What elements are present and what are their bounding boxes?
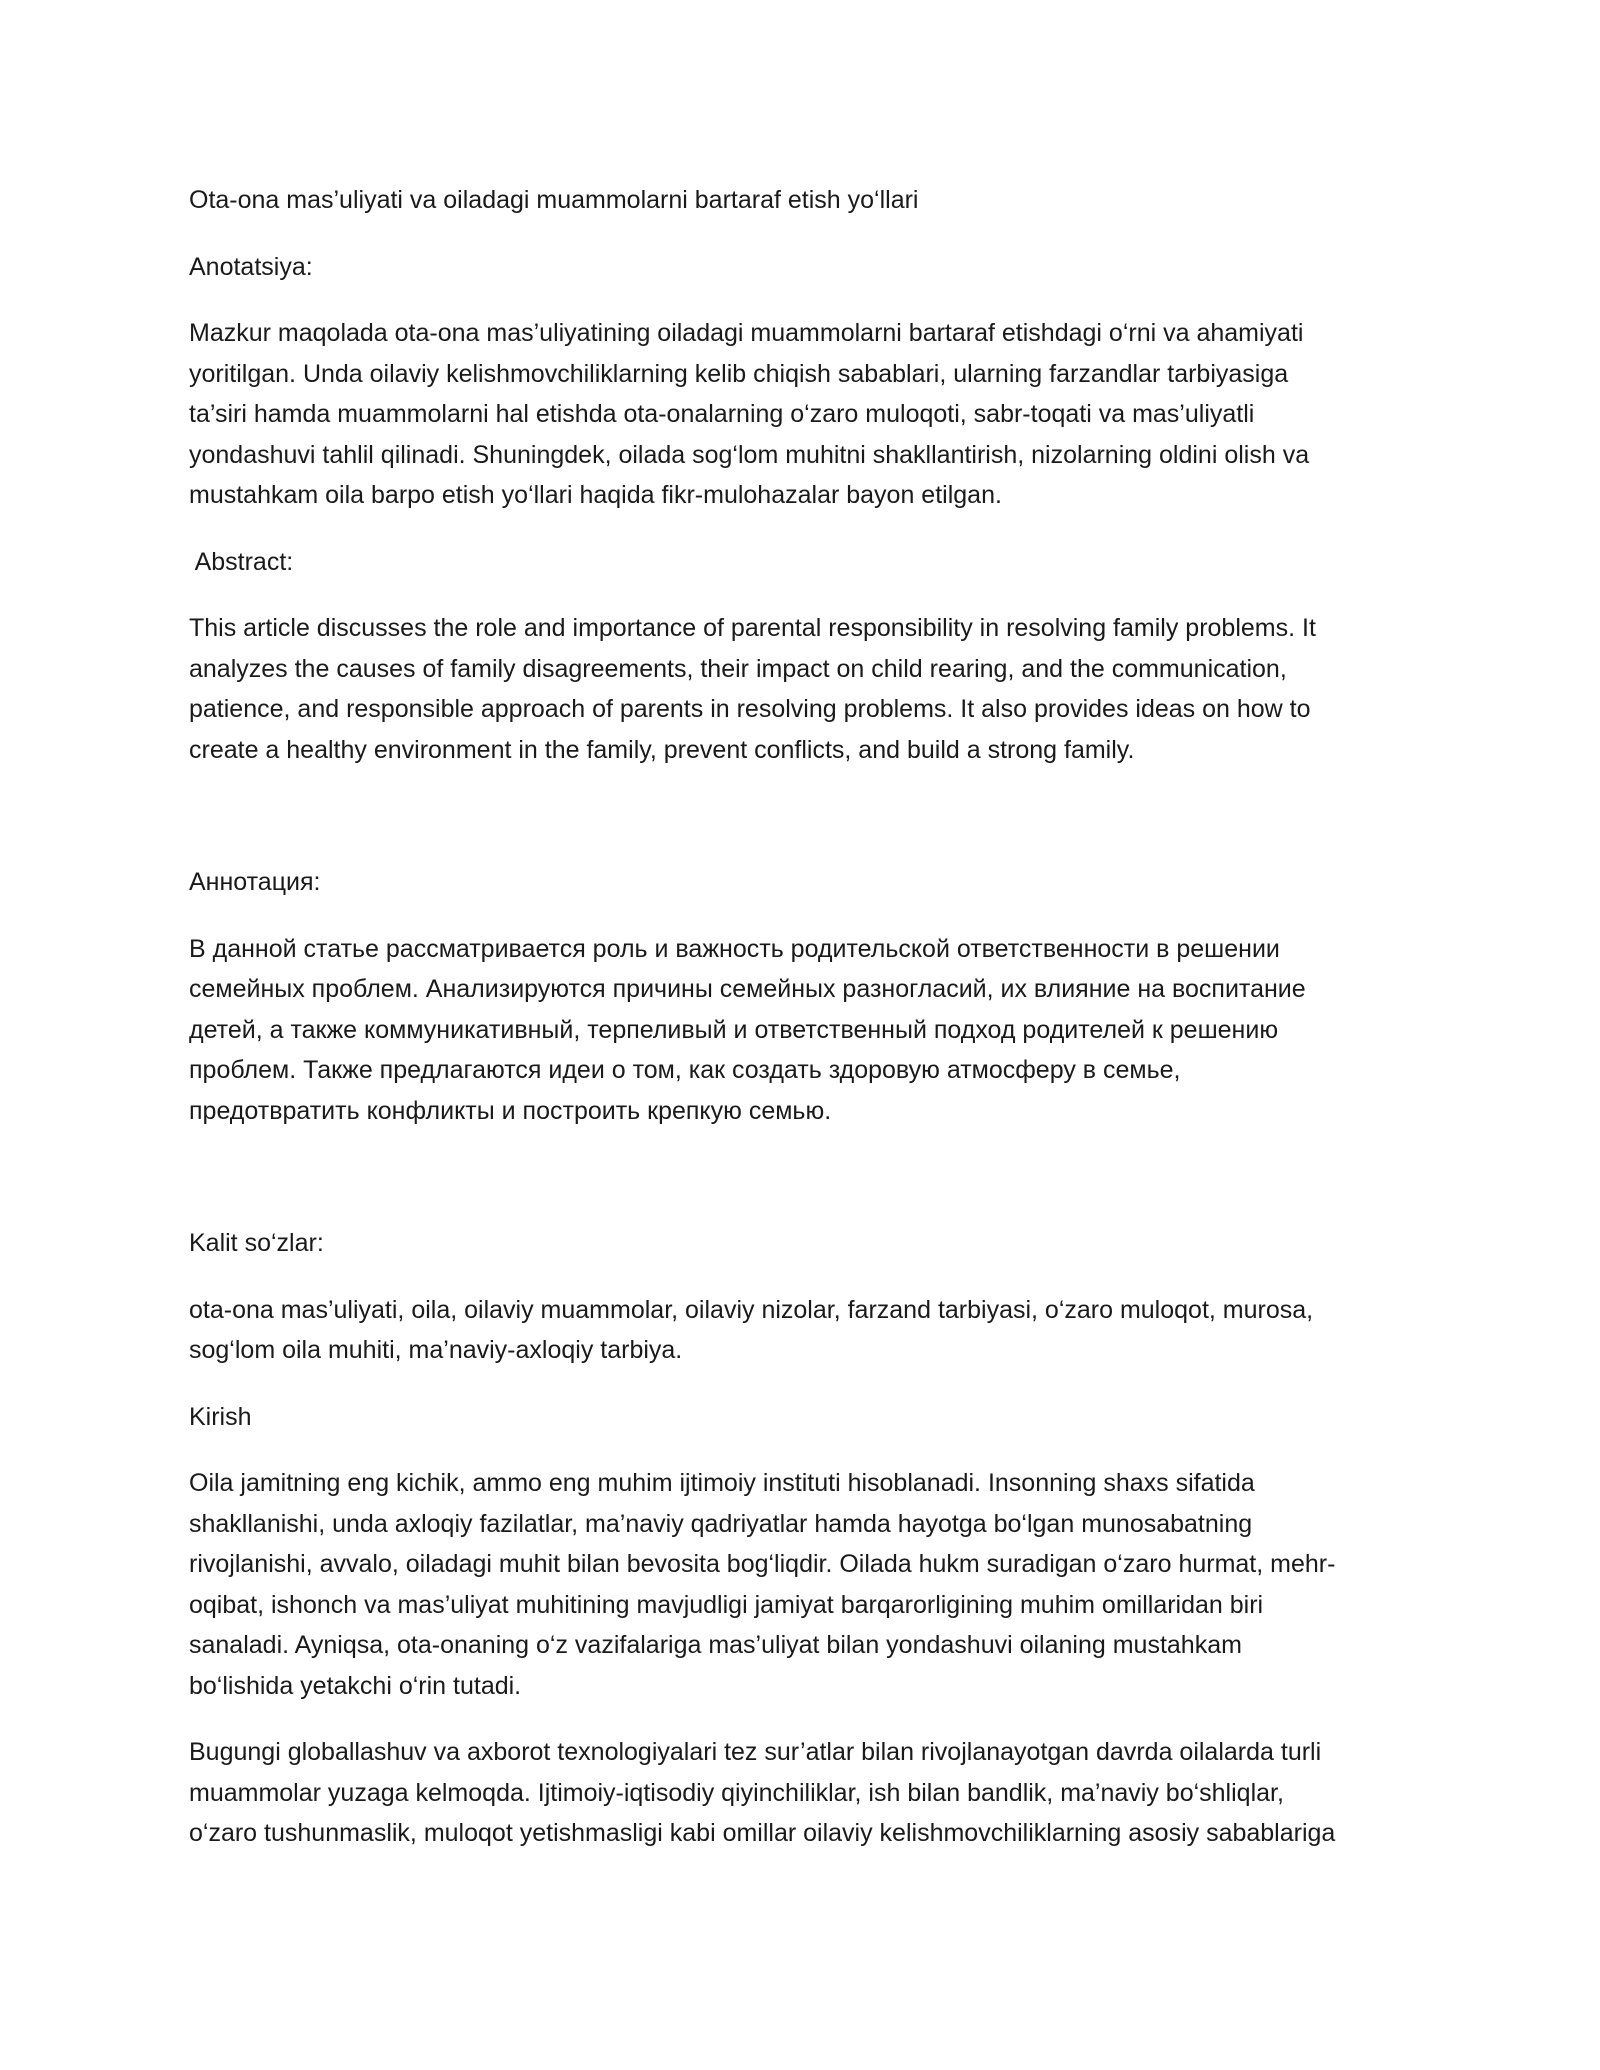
spacer (189, 770, 1429, 836)
paragraph-line: muammolar yuzaga kelmoqda. Ijtimoiy-iqtisodiy qiyinchiliklar, ish bilan bandlik, ma’naviy bo‘shliqlar, (189, 1778, 1284, 1807)
paragraph-line: В данной статье рассматривается роль и важность родительской ответственности в решении (189, 934, 1280, 963)
paragraph-line: ta’siri hamda muammolarni hal etishda ota-onalarning o‘zaro muloqoti, sabr-toqati va mas’uliyatli (189, 400, 1255, 428)
spacer (189, 1131, 1429, 1197)
introduction-paragraph-1 (189, 1463, 1429, 1706)
annotation-ru-paragraph (189, 929, 1429, 1132)
paragraph-line: yondashuvi tahlil qilinadi. Shuningdek, oilada sog‘lom muhitni shakllantirish, nizolarning oldini olish va (189, 440, 1310, 469)
paragraph-line: o‘zaro tushunmaslik, muloqot yetishmasligi kabi omillar oilaviy kelishmovchiliklarning asosiy sabablariga (189, 1819, 1336, 1847)
paragraph-line: sog‘lom oila muhiti, ma’naviy-axloqiy tarbiya. (189, 1336, 683, 1364)
paragraph-line: shakllanishi, unda axloqiy fazilatlar, ma’naviy qadriyatlar hamda hayotga bo‘lgan munosabatning (189, 1509, 1253, 1538)
paragraph-line: mustahkam oila barpo etish yo‘llari haqida fikr-mulohazalar bayon etilgan. (189, 481, 1002, 509)
paragraph-line: oqibat, ishonch va mas’uliyat muhitining mavjudligi jamiyat barqarorligining muhim omillaridan biri (189, 1590, 1264, 1619)
paragraph-line: Bugungi globallashuv va axborot texnologiyalari tez sur’atlar bilan rivojlanayotgan davrda oilalarda turli (189, 1738, 1322, 1766)
paragraph-line: семейных проблем. Анализируются причины семейных разногласий, их влияние на воспитание (189, 975, 1306, 1003)
document-page (189, 180, 1429, 1854)
spacer (189, 221, 1429, 247)
paragraph-line: bo‘lishida yetakchi o‘rin tutadi. (189, 1671, 522, 1700)
spacer (189, 836, 1429, 862)
annotation-ru-heading: Аннотация: (189, 868, 321, 896)
paragraph-line: детей, а также коммуникативный, терпеливый и ответственный подход родителей к решению (189, 1015, 1279, 1044)
paragraph-line: patience, and responsible approach of parents in resolving problems. It also provides ideas on how to (189, 695, 1311, 723)
paragraph-line: rivojlanishi, avvalo, oiladagi muhit bilan bevosita bog‘liqdir. Oilada hukm suradigan o‘zaro hurmat, mehr- (189, 1550, 1336, 1578)
spacer (189, 1197, 1429, 1223)
spacer (189, 1437, 1429, 1463)
annotation-uz-heading: Anotatsiya: (189, 252, 313, 281)
spacer (189, 1371, 1429, 1397)
introduction-heading: Kirish (189, 1402, 252, 1431)
paragraph-line: analyzes the causes of family disagreements, their impact on child rearing, and the communication, (189, 654, 1287, 683)
spacer (189, 287, 1429, 313)
paragraph-line: предотвратить конфликты и построить крепкую семью. (189, 1096, 832, 1125)
spacer (189, 1706, 1429, 1732)
keywords-heading: Kalit so‘zlar: (189, 1229, 324, 1257)
spacer (189, 1264, 1429, 1290)
paragraph-line: yoritilgan. Unda oilaviy kelishmovchiliklarning kelib chiqish sabablari, ularning farzandlar tarbiyasiga (189, 359, 1289, 388)
paragraph-line: sanaladi. Ayniqsa, ota-onaning o‘z vazifalariga mas’uliyat bilan yondashuvi oilaning mustahkam (189, 1631, 1242, 1659)
document-title: Ota-ona mas’uliyati va oiladagi muammolarni bartaraf etish yo‘llari (189, 186, 919, 214)
keywords-paragraph (189, 1290, 1429, 1371)
paragraph-line: Oila jamitning eng kichik, ammo eng muhim ijtimoiy instituti hisoblanadi. Insonning shaxs sifatida (189, 1469, 1255, 1497)
paragraph-line: проблем. Также предлагаются идеи о том, как создать здоровую атмосферу в семье, (189, 1056, 1181, 1084)
abstract-en-paragraph (189, 608, 1429, 770)
paragraph-line: This article discusses the role and importance of parental responsibility in resolving family problems. It (189, 614, 1316, 642)
spacer (189, 516, 1429, 542)
paragraph-line: create a healthy environment in the family, prevent conflicts, and build a strong family. (189, 735, 1135, 764)
annotation-uz-paragraph (189, 313, 1429, 516)
spacer (189, 903, 1429, 929)
abstract-en-heading: Abstract: (189, 547, 294, 576)
paragraph-line: ota-ona mas’uliyati, oila, oilaviy muammolar, oilaviy nizolar, farzand tarbiyasi, o‘zaro muloqot, murosa, (189, 1295, 1314, 1324)
introduction-paragraph-2 (189, 1732, 1429, 1854)
spacer (189, 582, 1429, 608)
paragraph-line: Mazkur maqolada ota-ona mas’uliyatining oiladagi muammolarni bartaraf etishdagi o‘rni va ahamiyati (189, 319, 1304, 347)
